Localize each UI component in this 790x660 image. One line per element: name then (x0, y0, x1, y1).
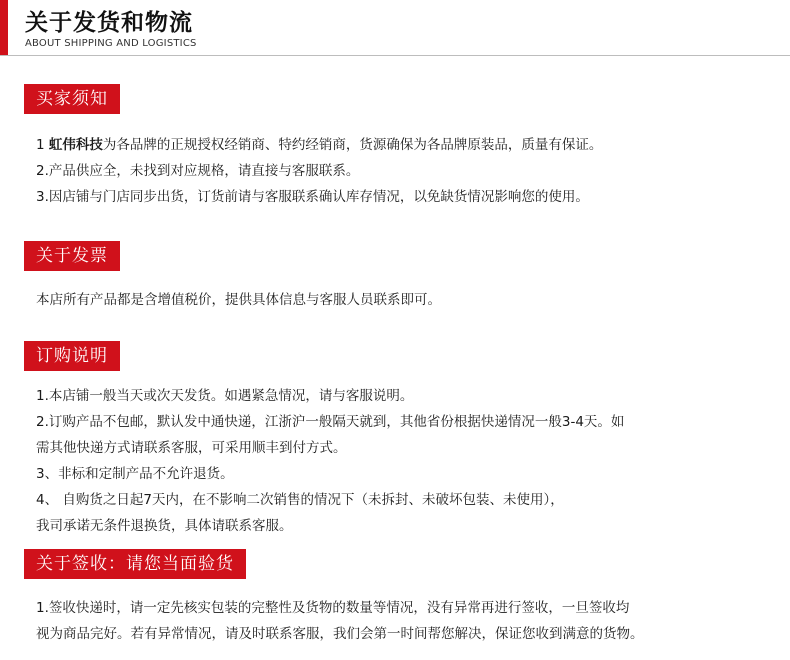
section-body (36, 287, 756, 313)
text-line: 需其他快递方式请联系客服，可采用顺丰到付方式。 (36, 440, 347, 456)
section-label: 买家须知 (24, 84, 120, 114)
text-line: 我司承诺无条件退换货，具体请联系客服。 (36, 518, 293, 534)
section-label: 关于签收：请您当面验货 (24, 549, 246, 579)
brand-name: 虹伟科技 (48, 137, 103, 153)
section-body (36, 595, 756, 647)
text-line: 3、非标和定制产品不允许退货。 (36, 466, 234, 482)
text-line: 2.产品供应全，未找到对应规格，请直接与客服联系。 (36, 163, 360, 179)
text-line: 本店所有产品都是含增值税价，提供具体信息与客服人员联系即可。 (36, 292, 441, 308)
section-body (36, 383, 756, 539)
page-title: 关于发货和物流 (25, 10, 193, 36)
text-line: 1.本店铺一般当天或次天发货。如遇紧急情况，请与客服说明。 (36, 388, 414, 404)
text-line: 视为商品完好。若有异常情况，请及时联系客服，我们会第一时间帮您解决，保证您收到满意的货物。 (36, 626, 644, 642)
section-label: 订购说明 (24, 341, 120, 371)
page-subtitle: ABOUT SHIPPING AND LOGISTICS (25, 38, 197, 49)
text-line: 1 虹伟科技为各品牌的正规授权经销商、特约经销商，货源确保为各品牌原装品，质量有保证。 (36, 137, 603, 153)
header-accent-bar (0, 0, 8, 56)
page-header (0, 0, 790, 56)
section-body (36, 132, 756, 210)
text-line: 2.订购产品不包邮，默认发中通快递，江浙沪一般隔天就到，其他省份根据快递情况一般3-4天。如 (36, 414, 625, 430)
text-line: 3.因店铺与门店同步出货，订货前请与客服联系确认库存情况，以免缺货情况影响您的使用。 (36, 189, 589, 205)
text-line: 1.签收快递时，请一定先核实包装的完整性及货物的数量等情况，没有异常再进行签收，一旦签收均 (36, 600, 630, 616)
text-line: 4、 自购货之日起7天内，在不影响二次销售的情况下（未拆封、未破坏包装、未使用）， (36, 492, 564, 508)
section-label: 关于发票 (24, 241, 120, 271)
header-divider (0, 55, 790, 56)
